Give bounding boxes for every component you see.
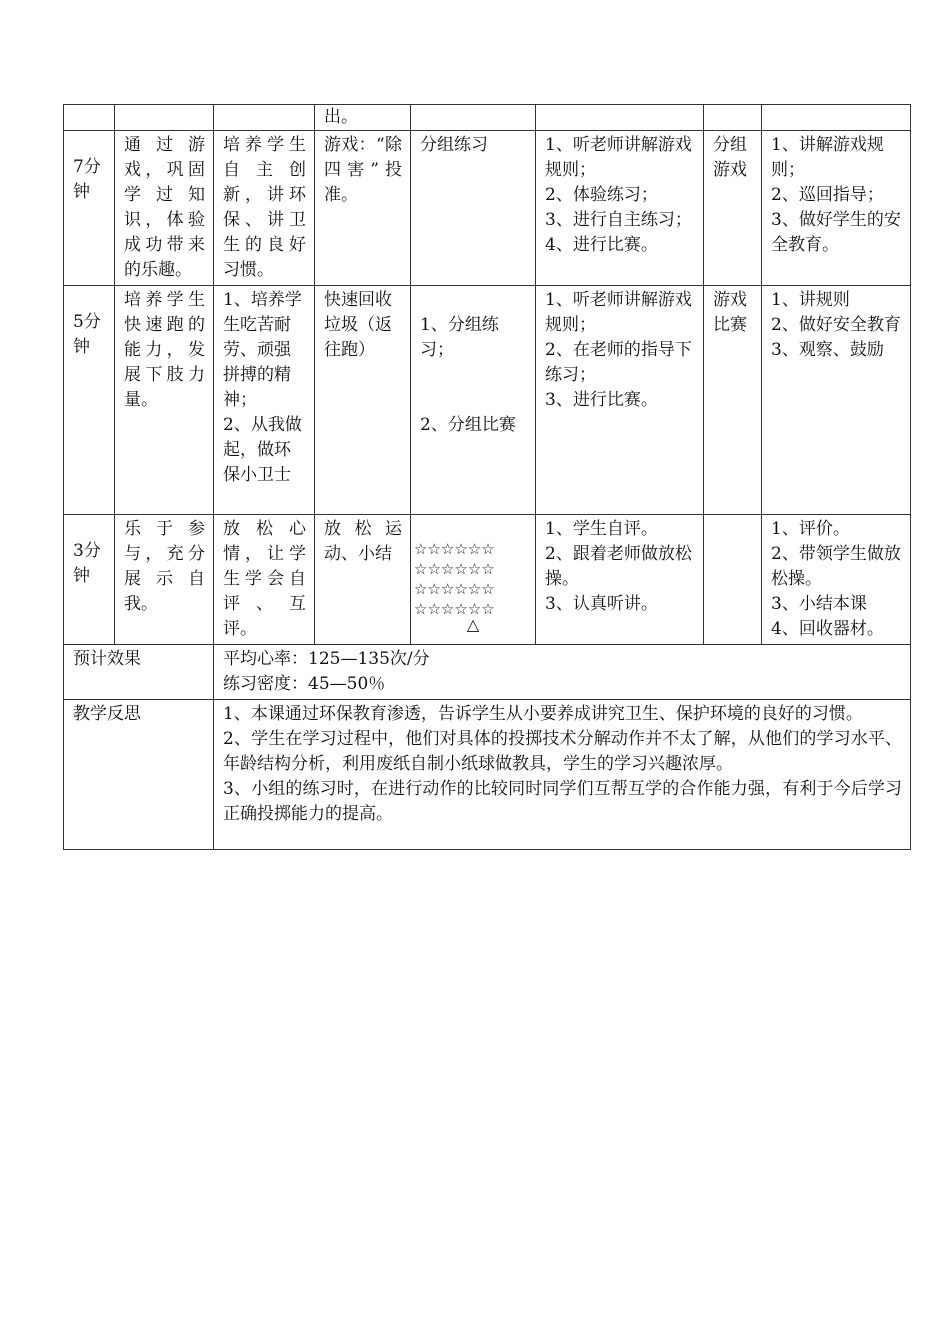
content-cell: 1、培养学生吃苦耐劳、顽强拼搏的精神； 2、从我做起，做环保小卫士 xyxy=(214,286,315,515)
goal-cell: 培养学生快速跑的能力，发展下肢力量。 xyxy=(115,286,214,515)
heart-rate-text: 平均心率：125—135次/分 xyxy=(223,649,430,669)
organization-cell xyxy=(411,105,536,131)
table-row xyxy=(64,131,911,286)
time-label: 5分钟 xyxy=(73,312,101,357)
teacher-position-triangle: △ xyxy=(466,615,480,634)
goal-cell: 通过游戏，巩固学过知识，体验成功带来的乐趣。 xyxy=(115,131,214,286)
reflection-paragraph: 3、小组的练习时，在进行动作的比较同时同学们互帮互学的合作能力强，有利于今后学习正确投掷能力的提高。 xyxy=(223,779,902,824)
teacher-activity-cell: 1、评价。 2、带领学生做放松操。 3、小结本课 4、回收器材。 xyxy=(762,515,911,645)
content-cell: 培养学生自主创新，讲环保、讲卫生的良好习惯。 xyxy=(214,131,315,286)
method-cell: 放松运动、小结 xyxy=(315,515,411,645)
time-cell xyxy=(64,515,115,645)
goal-cell: 乐于参与，充分展示自我。 xyxy=(115,515,214,645)
time-cell xyxy=(64,131,115,286)
teaching-reflection-label: 教学反思 xyxy=(64,700,214,850)
method-cell: 快速回收垃圾（返往跑） xyxy=(315,286,411,515)
lesson-plan-table xyxy=(63,104,911,850)
method-cell: 出。 xyxy=(315,105,411,131)
teacher-activity-cell xyxy=(762,105,911,131)
student-formation-stars: ☆☆☆☆☆☆ ☆☆☆☆☆☆ ☆☆☆☆☆☆ ☆☆☆☆☆☆ xyxy=(414,540,495,618)
organization-cell xyxy=(411,286,536,515)
expected-effect-label: 预计效果 xyxy=(64,645,214,700)
table-row xyxy=(64,515,911,645)
table-row xyxy=(64,105,911,131)
goal-cell xyxy=(115,105,214,131)
time-cell xyxy=(64,105,115,131)
time-label: 3分钟 xyxy=(73,541,101,586)
student-activity-cell xyxy=(536,105,704,131)
student-activity-cell: 1、学生自评。 2、跟着老师做放松操。 3、认真听讲。 xyxy=(536,515,704,645)
organization-item: 2、分组比赛 xyxy=(420,415,516,435)
student-activity-cell: 1、听老师讲解游戏规则； 2、在老师的指导下练习； 3、进行比赛。 xyxy=(536,286,704,515)
content-cell: 放松心情，让学生学会自评、互评。 xyxy=(214,515,315,645)
exercise-density-text: 练习密度：45—50％ xyxy=(223,674,386,694)
reflection-paragraph: 2、学生在学习过程中，他们对具体的投掷技术分解动作并不太了解，从他们的学习水平、年龄结构分析，利用废纸自制小纸球做教具，学生的学习兴趣浓厚。 xyxy=(223,729,902,774)
form-cell: 分组游戏 xyxy=(704,131,762,286)
teaching-reflection-content xyxy=(214,700,911,850)
form-cell xyxy=(704,515,762,645)
time-cell xyxy=(64,286,115,515)
teacher-activity-cell: 1、讲规则 2、做好安全教育 3、观察、鼓励 xyxy=(762,286,911,515)
teaching-reflection-row xyxy=(64,700,911,850)
teacher-activity-cell: 1、讲解游戏规则； 2、巡回指导； 3、做好学生的安全教育。 xyxy=(762,131,911,286)
organization-item: 1、分组练习； xyxy=(420,315,499,360)
formation-diagram-cell xyxy=(411,515,536,645)
form-cell: 游戏比赛 xyxy=(704,286,762,515)
reflection-paragraph: 1、本课通过环保教育渗透，告诉学生从小要养成讲究卫生、保护环境的良好的习惯。 xyxy=(223,704,863,724)
expected-effect-content xyxy=(214,645,911,700)
form-cell xyxy=(704,105,762,131)
time-label: 7分钟 xyxy=(73,157,101,202)
student-activity-cell: 1、听老师讲解游戏规则； 2、体验练习； 3、进行自主练习； 4、进行比赛。 xyxy=(536,131,704,286)
content-cell xyxy=(214,105,315,131)
method-cell: 游戏：“除四害”投准。 xyxy=(315,131,411,286)
organization-cell: 分组练习 xyxy=(411,131,536,286)
expected-effect-row xyxy=(64,645,911,700)
table-row xyxy=(64,286,911,515)
